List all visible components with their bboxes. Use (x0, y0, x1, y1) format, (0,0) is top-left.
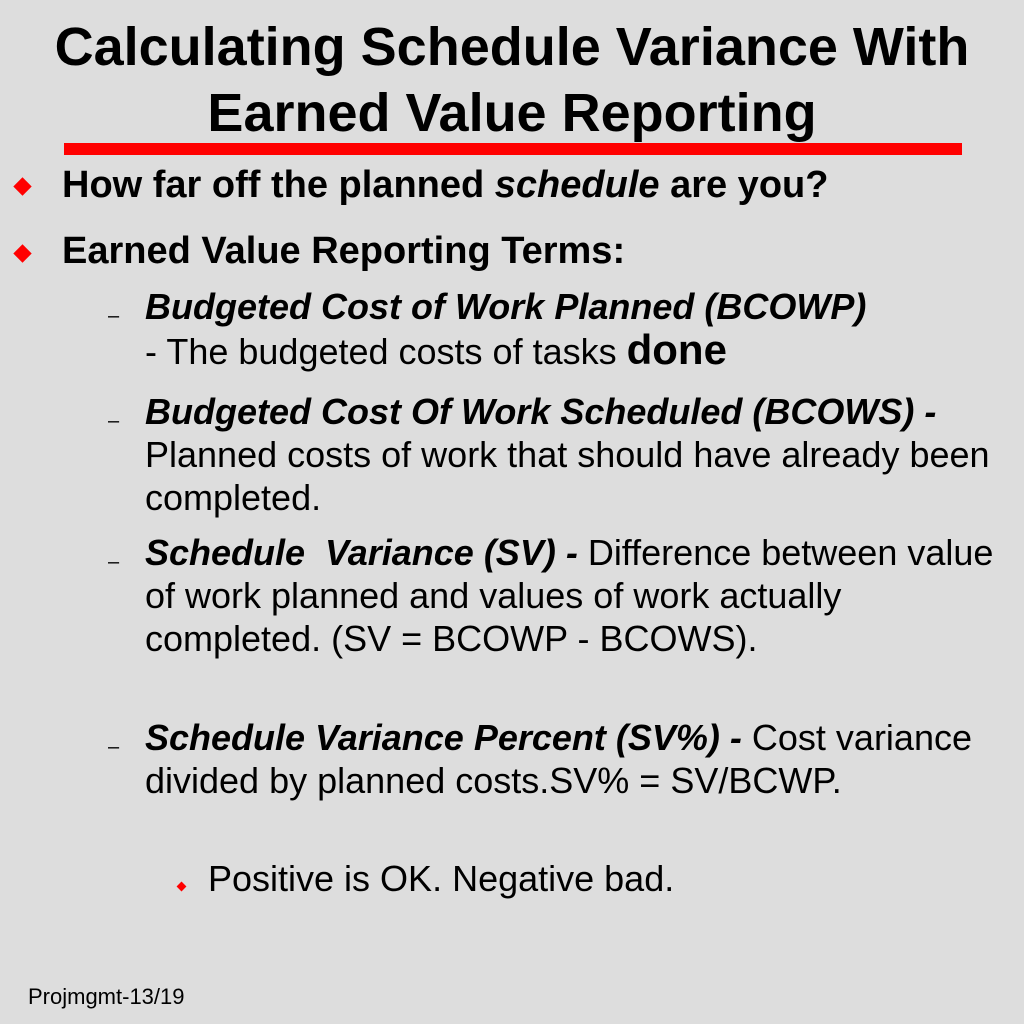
slide-title (0, 14, 1024, 146)
diamond-bullet-icon (13, 177, 31, 195)
term-name: Budgeted Cost Of Work Scheduled (BCOWS) - (145, 391, 937, 432)
term-definition: Cost variance divided by planned costs.SV% = SV/BCWP. (145, 717, 972, 801)
sub-bullet-text: Positive is OK. Negative bad. (208, 858, 675, 899)
term-bcows (145, 390, 1020, 519)
dash-icon: – (108, 305, 120, 327)
bullet-planned-schedule (62, 163, 828, 207)
term-definition: - The budgeted costs of tasks (145, 331, 627, 372)
title-line-2: Earned Value Reporting (207, 83, 817, 143)
title-underline (64, 143, 962, 155)
term-bcowp (145, 285, 1020, 373)
term-sv (145, 531, 1020, 660)
sub-bullet-positive-negative (208, 857, 674, 900)
small-diamond-bullet-icon (177, 882, 187, 892)
dash-icon: – (108, 736, 120, 758)
term-sv-percent (145, 716, 1020, 802)
diamond-bullet-icon (13, 244, 31, 262)
bullet-text: How far off the planned (62, 164, 495, 206)
bullet-text: are you? (659, 164, 829, 206)
term-name: Schedule Variance (SV) - (145, 532, 578, 573)
term-name: Budgeted Cost of Work Planned (BCOWP) (145, 286, 867, 327)
slide-footer: Projmgmt-13/19 (28, 984, 185, 1009)
dash-icon: – (108, 410, 120, 432)
term-name: Schedule Variance Percent (SV%) - (145, 717, 742, 758)
title-line-1: Calculating Schedule Variance With (54, 17, 970, 77)
bullet-ev-terms (62, 229, 625, 273)
term-definition: Planned costs of work that should have already been completed. (145, 434, 990, 518)
bullet-emphasis: schedule (494, 164, 660, 206)
term-definition: Difference between value of work planned and values of work actually completed. (SV = BCOWP - BCOWS). (145, 532, 994, 659)
dash-icon: – (108, 551, 120, 573)
bullet-text: Earned Value Reporting Terms: (62, 230, 626, 272)
term-emphasis: done (626, 326, 727, 373)
